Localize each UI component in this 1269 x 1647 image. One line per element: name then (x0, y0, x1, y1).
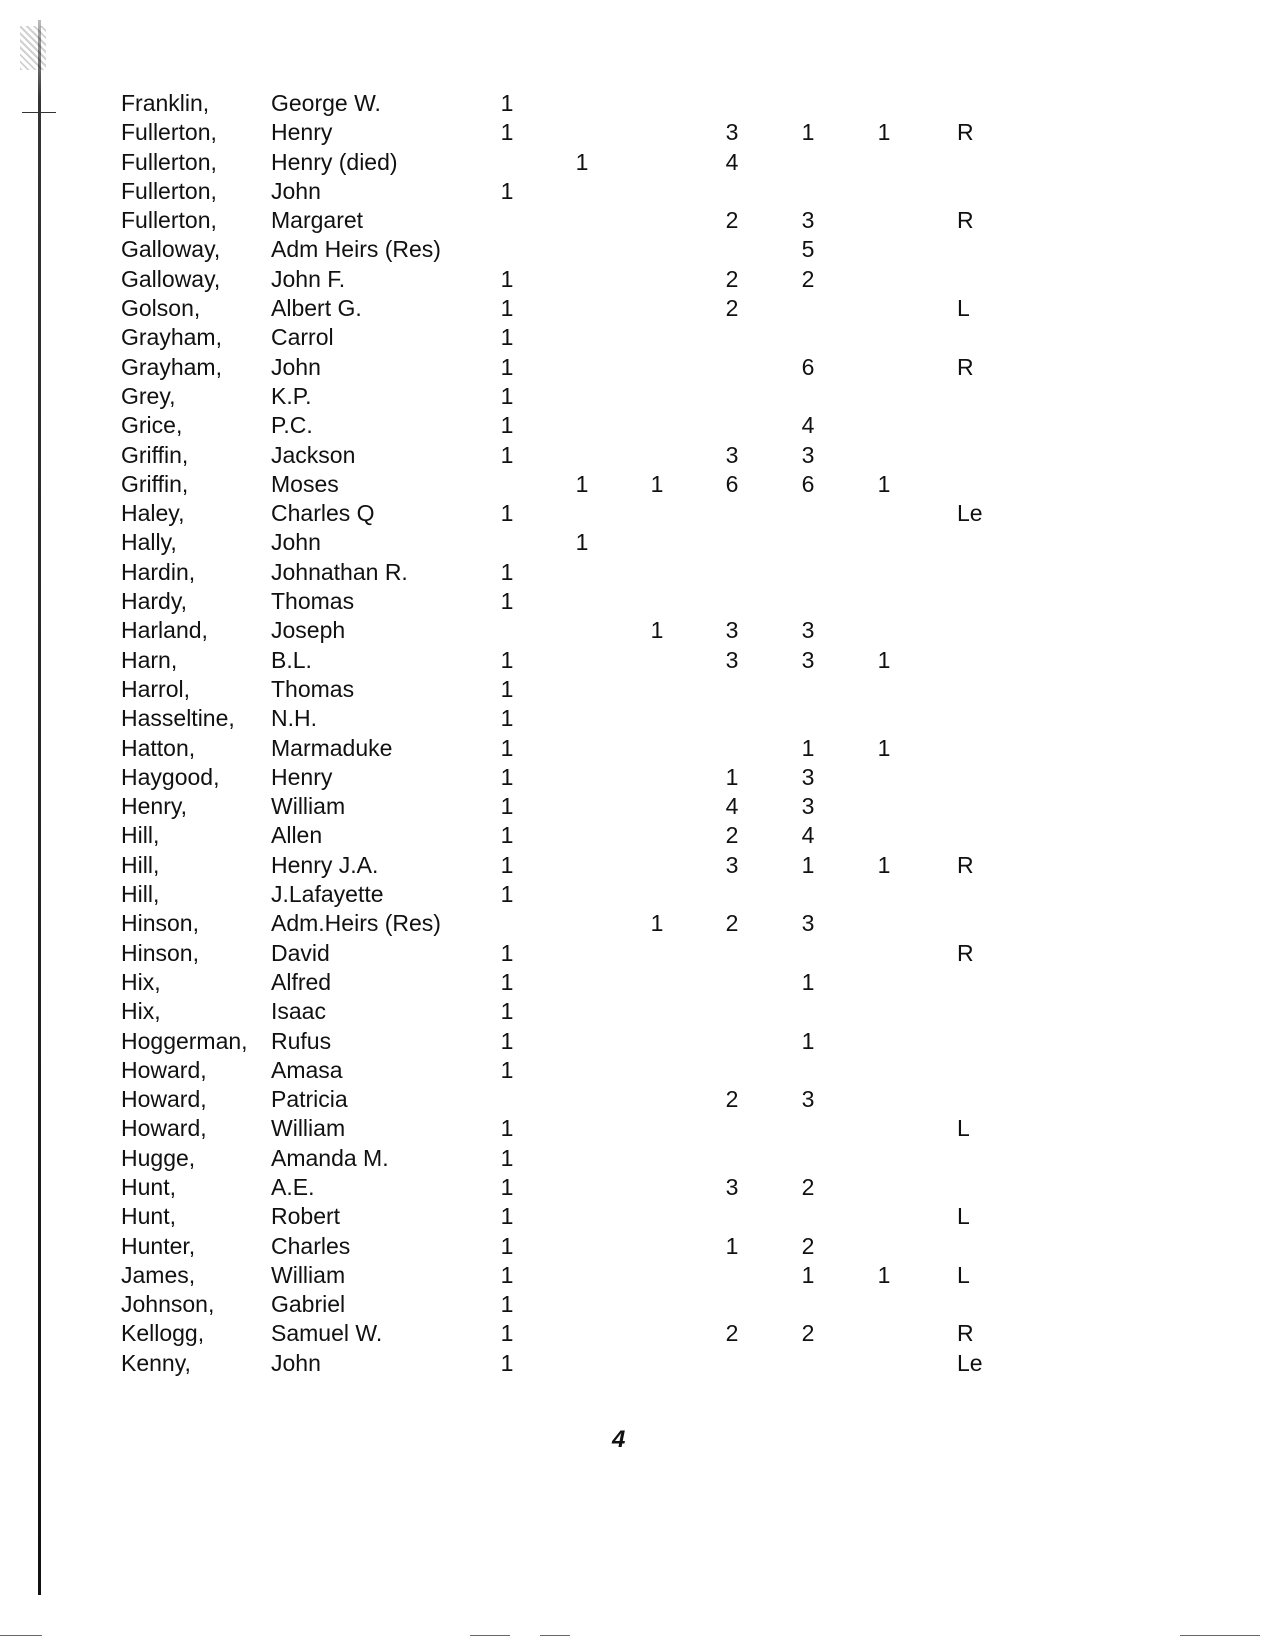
code-cell: L (957, 1115, 970, 1142)
surname-cell: Hix, (121, 998, 161, 1025)
table-row (0, 734, 1269, 763)
table-row (0, 235, 1269, 264)
table-row (0, 763, 1269, 792)
table-row (0, 265, 1269, 294)
count-col-1-cell: 1 (500, 1203, 514, 1230)
surname-cell: Hunt, (121, 1173, 176, 1200)
surname-cell: Hinson, (121, 939, 199, 966)
count-col-5-cell: 3 (801, 1086, 815, 1113)
given-name-cell: Isaac (271, 998, 326, 1025)
record-table (0, 89, 1269, 1378)
table-row (0, 1144, 1269, 1173)
given-name-cell: John (271, 529, 321, 556)
count-col-4-cell: 2 (725, 1320, 739, 1347)
table-row (0, 411, 1269, 440)
page-number: 4 (612, 1426, 626, 1453)
count-col-1-cell: 1 (500, 1261, 514, 1288)
count-col-1-cell: 1 (500, 177, 514, 204)
given-name-cell: Charles (271, 1232, 351, 1259)
given-name-cell: David (271, 939, 330, 966)
surname-cell: Fullerton, (121, 148, 217, 175)
count-col-4-cell: 2 (725, 207, 739, 234)
count-col-1-cell: 1 (500, 1320, 514, 1347)
given-name-cell: Charles Q (271, 500, 375, 527)
count-col-1-cell: 1 (500, 939, 514, 966)
given-name-cell: B.L. (271, 646, 312, 673)
table-row (0, 968, 1269, 997)
table-row (0, 1085, 1269, 1114)
table-row (0, 821, 1269, 850)
table-row (0, 89, 1269, 118)
given-name-cell: P.C. (271, 412, 313, 439)
count-col-5-cell: 4 (801, 822, 815, 849)
surname-cell: Franklin, (121, 90, 210, 116)
table-row (0, 528, 1269, 557)
given-name-cell: Henry (271, 763, 333, 790)
surname-cell: Howard, (121, 1086, 207, 1113)
given-name-cell: Marmaduke (271, 734, 393, 761)
count-col-5-cell: 1 (801, 119, 815, 146)
table-row (0, 470, 1269, 499)
surname-cell: Griffin, (121, 441, 189, 468)
table-row (0, 1173, 1269, 1202)
count-col-1-cell: 1 (500, 412, 514, 439)
count-col-2-cell: 1 (575, 529, 589, 556)
count-col-1-cell: 1 (500, 968, 514, 995)
given-name-cell: Robert (271, 1203, 341, 1230)
code-cell: Le (957, 1349, 983, 1376)
count-col-3-cell: 1 (650, 617, 664, 644)
scan-bottom-mark (470, 1635, 510, 1636)
surname-cell: Howard, (121, 1115, 207, 1142)
surname-cell: Grayham, (121, 324, 222, 351)
surname-cell: Howard, (121, 1056, 207, 1083)
table-row (0, 441, 1269, 470)
code-cell: R (957, 939, 974, 966)
count-col-5-cell: 2 (801, 1320, 815, 1347)
given-name-cell: Joseph (271, 617, 346, 644)
count-col-1-cell: 1 (500, 881, 514, 908)
count-col-2-cell: 1 (575, 470, 589, 497)
given-name-cell: George W. (271, 90, 381, 116)
count-col-1-cell: 1 (500, 646, 514, 673)
surname-cell: Grice, (121, 412, 183, 439)
count-col-1-cell: 1 (500, 1349, 514, 1376)
count-col-4-cell: 2 (725, 295, 739, 322)
count-col-1-cell: 1 (500, 324, 514, 351)
count-col-5-cell: 3 (801, 793, 815, 820)
surname-cell: Harrol, (121, 675, 191, 702)
code-cell: L (957, 1261, 970, 1288)
table-row (0, 616, 1269, 645)
count-col-5-cell: 3 (801, 207, 815, 234)
surname-cell: Harn, (121, 646, 178, 673)
count-col-1-cell: 1 (500, 1173, 514, 1200)
surname-cell: Hardy, (121, 588, 188, 615)
surname-cell: Kellogg, (121, 1320, 205, 1347)
table-row (0, 1114, 1269, 1143)
table-row (0, 1056, 1269, 1085)
count-col-5-cell: 2 (801, 1173, 815, 1200)
surname-cell: Harland, (121, 617, 208, 644)
count-col-1-cell: 1 (500, 793, 514, 820)
surname-cell: Golson, (121, 295, 201, 322)
table-row (0, 675, 1269, 704)
count-col-1-cell: 1 (500, 382, 514, 409)
given-name-cell: Thomas (271, 588, 355, 615)
table-row (0, 880, 1269, 909)
table-row (0, 206, 1269, 235)
count-col-1-cell: 1 (500, 1144, 514, 1171)
count-col-1-cell: 1 (500, 998, 514, 1025)
given-name-cell: Rufus (271, 1027, 332, 1054)
count-col-5-cell: 6 (801, 470, 815, 497)
count-col-5-cell: 3 (801, 441, 815, 468)
surname-cell: Hally, (121, 529, 177, 556)
code-cell: R (957, 119, 974, 146)
count-col-4-cell: 1 (725, 1232, 739, 1259)
table-row (0, 1319, 1269, 1348)
code-cell: L (957, 295, 970, 322)
surname-cell: Haygood, (121, 763, 220, 790)
table-row (0, 939, 1269, 968)
surname-cell: Hunter, (121, 1232, 196, 1259)
count-col-4-cell: 4 (725, 148, 739, 175)
table-row (0, 1290, 1269, 1319)
given-name-cell: Allen (271, 822, 323, 849)
surname-cell: Hinson, (121, 910, 199, 937)
table-row (0, 792, 1269, 821)
given-name-cell: Carrol (271, 324, 334, 351)
count-col-1-cell: 1 (500, 705, 514, 732)
count-col-4-cell: 3 (725, 441, 739, 468)
surname-cell: Hill, (121, 881, 160, 908)
surname-cell: Fullerton, (121, 207, 217, 234)
count-col-1-cell: 1 (500, 675, 514, 702)
given-name-cell: William (271, 1261, 346, 1288)
table-row (0, 997, 1269, 1026)
table-row (0, 499, 1269, 528)
given-name-cell: Henry J.A. (271, 851, 379, 878)
count-col-3-cell: 1 (650, 910, 664, 937)
surname-cell: Galloway, (121, 265, 221, 292)
count-col-1-cell: 1 (500, 90, 514, 116)
count-col-4-cell: 1 (725, 763, 739, 790)
count-col-5-cell: 3 (801, 763, 815, 790)
given-name-cell: John F. (271, 265, 346, 292)
surname-cell: Fullerton, (121, 177, 217, 204)
count-col-4-cell: 3 (725, 617, 739, 644)
given-name-cell: Amanda M. (271, 1144, 389, 1171)
count-col-1-cell: 1 (500, 558, 514, 585)
table-row (0, 1349, 1269, 1378)
code-cell: R (957, 851, 974, 878)
given-name-cell: Gabriel (271, 1291, 346, 1318)
given-name-cell: Moses (271, 470, 339, 497)
table-row (0, 353, 1269, 382)
surname-cell: Grayham, (121, 353, 222, 380)
count-col-4-cell: 2 (725, 822, 739, 849)
count-col-4-cell: 2 (725, 910, 739, 937)
table-row (0, 558, 1269, 587)
given-name-cell: Amasa (271, 1056, 343, 1083)
count-col-1-cell: 1 (500, 822, 514, 849)
code-cell: L (957, 1203, 970, 1230)
code-cell: Le (957, 500, 983, 527)
surname-cell: Fullerton, (121, 119, 217, 146)
given-name-cell: A.E. (271, 1173, 315, 1200)
surname-cell: Hix, (121, 968, 161, 995)
count-col-4-cell: 6 (725, 470, 739, 497)
count-col-1-cell: 1 (500, 1115, 514, 1142)
table-row (0, 1261, 1269, 1290)
count-col-5-cell: 1 (801, 1261, 815, 1288)
table-row (0, 587, 1269, 616)
count-col-1-cell: 1 (500, 734, 514, 761)
surname-cell: Galloway, (121, 236, 221, 263)
given-name-cell: N.H. (271, 705, 317, 732)
count-col-5-cell: 1 (801, 968, 815, 995)
given-name-cell: Patricia (271, 1086, 348, 1113)
table-row (0, 1027, 1269, 1056)
count-col-6-cell: 1 (877, 851, 891, 878)
given-name-cell: Margaret (271, 207, 364, 234)
count-col-1-cell: 1 (500, 119, 514, 146)
count-col-2-cell: 1 (575, 148, 589, 175)
surname-cell: Hill, (121, 851, 160, 878)
table-row (0, 323, 1269, 352)
count-col-6-cell: 1 (877, 734, 891, 761)
given-name-cell: J.Lafayette (271, 881, 384, 908)
count-col-5-cell: 6 (801, 353, 815, 380)
given-name-cell: Albert G. (271, 295, 362, 322)
given-name-cell: John (271, 177, 321, 204)
given-name-cell: Adm Heirs (Res) (271, 236, 441, 263)
given-name-cell: Henry (died) (271, 148, 398, 175)
code-cell: R (957, 1320, 974, 1347)
surname-cell: Johnson, (121, 1291, 215, 1318)
count-col-1-cell: 1 (500, 353, 514, 380)
count-col-4-cell: 2 (725, 265, 739, 292)
count-col-4-cell: 2 (725, 1086, 739, 1113)
scan-bottom-mark (0, 1635, 42, 1636)
count-col-6-cell: 1 (877, 1261, 891, 1288)
table-row (0, 118, 1269, 147)
count-col-4-cell: 3 (725, 119, 739, 146)
given-name-cell: Samuel W. (271, 1320, 383, 1347)
surname-cell: Hoggerman, (121, 1027, 248, 1054)
given-name-cell: John (271, 353, 321, 380)
given-name-cell: William (271, 793, 346, 820)
given-name-cell: William (271, 1115, 346, 1142)
given-name-cell: Adm.Heirs (Res) (271, 910, 441, 937)
count-col-5-cell: 2 (801, 265, 815, 292)
count-col-1-cell: 1 (500, 441, 514, 468)
surname-cell: Hugge, (121, 1144, 196, 1171)
surname-cell: Hunt, (121, 1203, 176, 1230)
given-name-cell: Thomas (271, 675, 355, 702)
table-row (0, 704, 1269, 733)
table-row (0, 148, 1269, 177)
count-col-1-cell: 1 (500, 265, 514, 292)
count-col-5-cell: 2 (801, 1232, 815, 1259)
scan-speckle (20, 26, 46, 70)
count-col-4-cell: 3 (725, 1173, 739, 1200)
table-row (0, 1232, 1269, 1261)
surname-cell: Grey, (121, 382, 176, 409)
table-row (0, 1202, 1269, 1231)
given-name-cell: John (271, 1349, 321, 1376)
count-col-1-cell: 1 (500, 1056, 514, 1083)
count-col-5-cell: 1 (801, 851, 815, 878)
table-row (0, 177, 1269, 206)
scan-bottom-mark (540, 1635, 570, 1636)
count-col-1-cell: 1 (500, 1232, 514, 1259)
table-row (0, 851, 1269, 880)
table-row (0, 909, 1269, 938)
count-col-1-cell: 1 (500, 500, 514, 527)
surname-cell: Hardin, (121, 558, 196, 585)
table-row (0, 382, 1269, 411)
table-row (0, 646, 1269, 675)
surname-cell: Henry, (121, 793, 188, 820)
surname-cell: Kenny, (121, 1349, 191, 1376)
count-col-5-cell: 3 (801, 646, 815, 673)
code-cell: R (957, 353, 974, 380)
count-col-4-cell: 3 (725, 851, 739, 878)
given-name-cell: Jackson (271, 441, 356, 468)
given-name-cell: Johnathan R. (271, 558, 408, 585)
count-col-6-cell: 1 (877, 470, 891, 497)
count-col-4-cell: 3 (725, 646, 739, 673)
count-col-3-cell: 1 (650, 470, 664, 497)
code-cell: R (957, 207, 974, 234)
count-col-1-cell: 1 (500, 1027, 514, 1054)
count-col-1-cell: 1 (500, 295, 514, 322)
count-col-5-cell: 4 (801, 412, 815, 439)
surname-cell: Hasseltine, (121, 705, 235, 732)
count-col-6-cell: 1 (877, 119, 891, 146)
scan-bottom-mark (1180, 1635, 1260, 1636)
given-name-cell: K.P. (271, 382, 312, 409)
given-name-cell: Alfred (271, 968, 332, 995)
count-col-4-cell: 4 (725, 793, 739, 820)
surname-cell: Hatton, (121, 734, 196, 761)
surname-cell: Hill, (121, 822, 160, 849)
surname-cell: Haley, (121, 500, 185, 527)
count-col-5-cell: 5 (801, 236, 815, 263)
count-col-5-cell: 3 (801, 617, 815, 644)
count-col-1-cell: 1 (500, 851, 514, 878)
count-col-1-cell: 1 (500, 763, 514, 790)
surname-cell: James, (121, 1261, 196, 1288)
count-col-6-cell: 1 (877, 646, 891, 673)
count-col-1-cell: 1 (500, 588, 514, 615)
surname-cell: Griffin, (121, 470, 189, 497)
count-col-5-cell: 3 (801, 910, 815, 937)
table-row (0, 294, 1269, 323)
count-col-5-cell: 1 (801, 734, 815, 761)
count-col-5-cell: 1 (801, 1027, 815, 1054)
count-col-1-cell: 1 (500, 1291, 514, 1318)
given-name-cell: Henry (271, 119, 333, 146)
